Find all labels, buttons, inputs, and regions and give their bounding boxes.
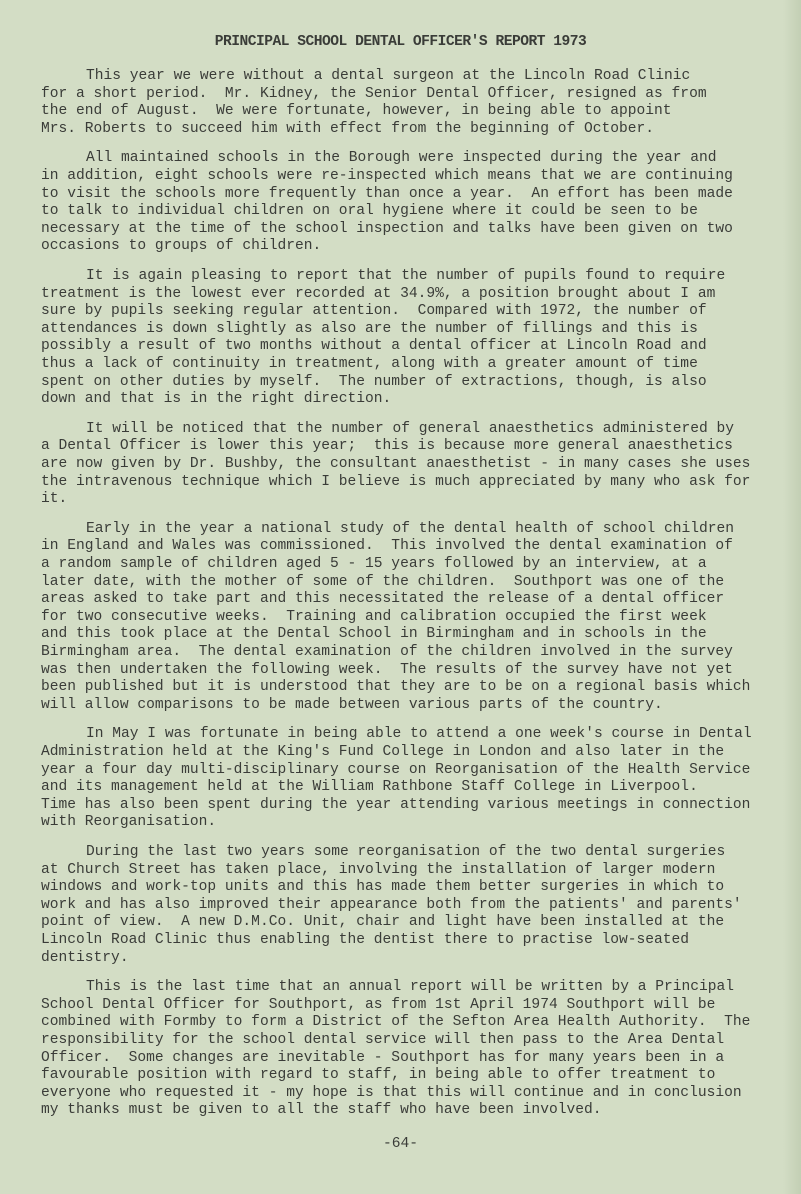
text-line: possibly a result of two months without a dental officer at Lincoln Road and bbox=[41, 338, 707, 355]
text-line: will allow comparisons to be made between various parts of the country. bbox=[41, 696, 663, 713]
text-line: a random sample of children aged 5 - 15 years followed by an interview, at a bbox=[41, 555, 707, 572]
text-line: During the last two years some reorganisation of the two dental surgeries bbox=[86, 844, 726, 860]
text-line: it. bbox=[41, 491, 68, 508]
text-line: School Dental Officer for Southport, as from 1st April 1974 Southport will be bbox=[41, 996, 716, 1013]
text-line: occasions to groups of children. bbox=[41, 238, 322, 255]
paragraph bbox=[41, 844, 742, 967]
text-line: favourable position with regard to staff, in being able to offer treatment to bbox=[41, 1067, 716, 1084]
text-line: All maintained schools in the Borough were inspected during the year and bbox=[86, 150, 717, 167]
text-line: combined with Formby to form a District of the Sefton Area Health Authority. The bbox=[41, 1014, 751, 1031]
text-line: Time has also been spent during the year attending various meetings in connection bbox=[41, 796, 751, 813]
text-line: attendances is down slightly as also are the number of fillings and this is bbox=[41, 320, 698, 337]
text-line: treatment is the lowest ever recorded at 34.9%, a position brought about I am bbox=[41, 285, 716, 302]
paragraph bbox=[41, 421, 750, 509]
text-line: Administration held at the King's Fund College in London and also later in the bbox=[41, 743, 725, 760]
text-line: everyone who requested it - my hope is that this will continue and in conclusion bbox=[41, 1084, 742, 1101]
text-line: been published but it is understood that they are to be on a regional basis which bbox=[41, 679, 751, 696]
text-line: to talk to individual children on oral hygiene where it could be seen to be bbox=[41, 203, 698, 220]
text-line: are now given by Dr. Bushby, the consultant anaesthetist - in many cases she uses bbox=[41, 455, 751, 472]
text-line: It will be noticed that the number of general anaesthetics administered by bbox=[86, 420, 735, 437]
text-line: In May I was fortunate in being able to attend a one week's course in Dental bbox=[86, 726, 752, 743]
text-line: was then undertaken the following week. The results of the survey have not yet bbox=[41, 661, 733, 678]
text-line: Mrs. Roberts to succeed him with effect from the beginning of October. bbox=[41, 120, 655, 137]
text-line: the intravenous technique which I believe is much appreciated by many who ask for bbox=[41, 473, 751, 490]
text-line: to visit the schools more frequently than once a year. An effort has been made bbox=[41, 185, 733, 202]
text-line: and its management held at the William Rathbone Staff College in Liverpool. bbox=[41, 779, 698, 796]
text-line: necessary at the time of the school inspection and talks have been given on two bbox=[41, 220, 733, 237]
text-line: point of view. A new D.M.Co. Unit, chair and light have been installed at the bbox=[41, 914, 725, 931]
text-line: Early in the year a national study of the dental health of school children bbox=[86, 520, 735, 537]
text-line: later date, with the mother of some of the children. Southport was one of the bbox=[41, 573, 725, 590]
text-line: in England and Wales was commissioned. This involved the dental examination of bbox=[41, 538, 733, 555]
text-line: and this took place at the Dental School in Birmingham and in schools in the bbox=[41, 626, 707, 643]
paragraph bbox=[41, 68, 707, 138]
paragraph bbox=[41, 268, 725, 409]
text-line: year a four day multi-disciplinary course on Reorganisation of the Health Service bbox=[41, 761, 751, 778]
text-line: This is the last time that an annual report will be written by a Principal bbox=[86, 979, 735, 996]
text-line: thus a lack of continuity in treatment, along with a greater amount of time bbox=[41, 355, 698, 372]
text-line: sure by pupils seeking regular attention. Compared with 1972, the number of bbox=[41, 303, 707, 320]
text-line: It is again pleasing to report that the number of pupils found to require bbox=[86, 268, 726, 284]
page-edge-shadow bbox=[783, 0, 801, 1194]
text-line: for two consecutive weeks. Training and calibration occupied the first week bbox=[41, 608, 707, 625]
text-line: down and that is in the right direction. bbox=[41, 391, 392, 408]
page-title: PRINCIPAL SCHOOL DENTAL OFFICER'S REPORT 1973 bbox=[214, 34, 587, 50]
text-line: dentistry. bbox=[41, 949, 129, 966]
text-line: in addition, eight schools were re-inspected which means that we are continuing bbox=[41, 167, 733, 184]
text-line: windows and work-top units and this has made them better surgeries in which to bbox=[41, 879, 725, 896]
paragraph bbox=[41, 726, 752, 832]
text-line: Birmingham area. The dental examination of the children involved in the survey bbox=[41, 643, 733, 660]
text-line: a Dental Officer is lower this year; this is because more general anaesthetics bbox=[41, 438, 733, 455]
text-line: Officer. Some changes are inevitable - Southport has for many years been in a bbox=[41, 1049, 725, 1066]
text-line: Lincoln Road Clinic thus enabling the dentist there to practise low-seated bbox=[41, 931, 690, 948]
page-number: -64- bbox=[382, 1136, 419, 1152]
text-line: for a short period. Mr. Kidney, the Senior Dental Officer, resigned as from bbox=[41, 85, 707, 102]
paragraph bbox=[41, 521, 750, 715]
text-line: my thanks must be given to all the staff who have been involved. bbox=[41, 1102, 602, 1119]
text-line: at Church Street has taken place, involving the installation of larger modern bbox=[41, 861, 716, 878]
paragraph bbox=[41, 150, 733, 256]
text-line: spent on other duties by myself. The number of extractions, though, is also bbox=[41, 373, 707, 390]
text-line: with Reorganisation. bbox=[41, 814, 217, 831]
text-line: This year we were without a dental surgeon at the Lincoln Road Clinic bbox=[86, 68, 691, 84]
text-line: areas asked to take part and this necessitated the release of a dental officer bbox=[41, 591, 725, 608]
text-line: the end of August. We were fortunate, however, in being able to appoint bbox=[41, 103, 672, 120]
text-line: responsibility for the school dental service will then pass to the Area Dental bbox=[41, 1031, 725, 1048]
paragraph bbox=[41, 979, 750, 1120]
text-line: work and has also improved their appearance both from the patients' and parents' bbox=[41, 896, 742, 913]
